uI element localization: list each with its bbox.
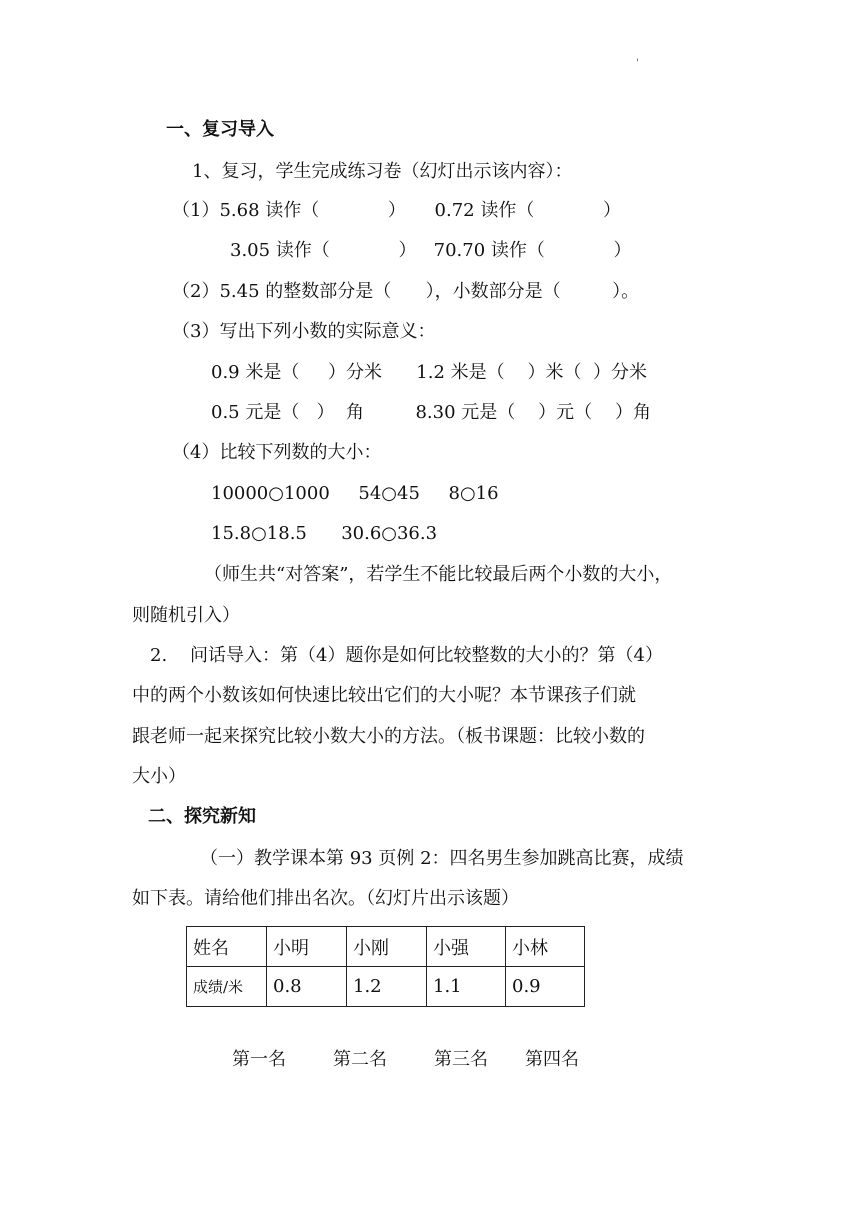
question-3: （3）写出下列小数的实际意义： bbox=[172, 321, 436, 342]
table-cell: 小明 bbox=[267, 927, 347, 967]
table-row bbox=[187, 967, 585, 1007]
corner-mark: ' bbox=[636, 58, 639, 69]
section2-heading: 二、探究新知 bbox=[148, 806, 256, 827]
table-cell: 1.1 bbox=[427, 967, 506, 1007]
example-paragraph-line-2: 如下表。请给他们排出名次。（幻灯片出示该题） bbox=[132, 888, 519, 909]
question-2: （2）5.45 的整数部分是（ ），小数部分是（ ）。 bbox=[172, 281, 640, 302]
score-table bbox=[186, 926, 585, 1007]
question-1-line-2: 3.05 读作（ ） 70.70 读作（ ） bbox=[230, 240, 632, 261]
table-cell: 小林 bbox=[506, 927, 585, 967]
table-cell: 0.8 bbox=[267, 967, 347, 1007]
question-3-line-2: 0.5 元是（ ） 角 8.30 元是（ ）元（ ）角 bbox=[211, 402, 652, 423]
question-4-line-2: 15.8○18.5 30.6○36.3 bbox=[211, 523, 438, 544]
rank-label-second: 第二名 bbox=[333, 1049, 387, 1070]
table-cell: 0.9 bbox=[506, 967, 585, 1007]
review-item-2-line-4: 大小） bbox=[132, 766, 186, 787]
table-cell: 小刚 bbox=[347, 927, 427, 967]
note-line-2: 则随机引入） bbox=[132, 605, 240, 626]
question-4: （4）比较下列数的大小： bbox=[172, 442, 382, 463]
question-1-line-1: （1）5.68 读作（ ） 0.72 读作（ ） bbox=[172, 200, 621, 221]
review-item-2-line-3: 跟老师一起来探究比较小数大小的方法。（板书课题：比较小数的 bbox=[132, 726, 645, 747]
table-header-row bbox=[187, 927, 585, 967]
table-cell: 姓名 bbox=[187, 927, 267, 967]
section1-heading: 一、复习导入 bbox=[166, 119, 274, 140]
note-line-1: （师生共“对答案”，若学生不能比较最后两个小数的大小， bbox=[204, 564, 673, 585]
rank-label-first: 第一名 bbox=[232, 1049, 286, 1070]
rank-label-fourth: 第四名 bbox=[525, 1049, 579, 1070]
example-paragraph-line-1: （一）教学课本第 93 页例 2：四名男生参加跳高比赛，成绩 bbox=[200, 848, 684, 869]
review-item-1: 1、复习，学生完成练习卷（幻灯出示该内容）： bbox=[192, 161, 573, 182]
rank-label-third: 第三名 bbox=[434, 1049, 488, 1070]
table-cell: 1.2 bbox=[347, 967, 427, 1007]
question-3-line-1: 0.9 米是（ ）分米 1.2 米是（ ）米（ ）分米 bbox=[211, 362, 647, 383]
question-4-line-1: 10000○1000 54○45 8○16 bbox=[211, 483, 499, 504]
review-item-2-line-2: 中的两个小数该如何快速比较出它们的大小呢？本节课孩子们就 bbox=[132, 685, 636, 706]
table-cell: 小强 bbox=[427, 927, 506, 967]
review-item-2-line-1: 2. 问话导入：第（4）题你是如何比较整数的大小的？第（4） bbox=[150, 645, 663, 666]
table-cell: 成绩/米 bbox=[187, 967, 267, 1007]
